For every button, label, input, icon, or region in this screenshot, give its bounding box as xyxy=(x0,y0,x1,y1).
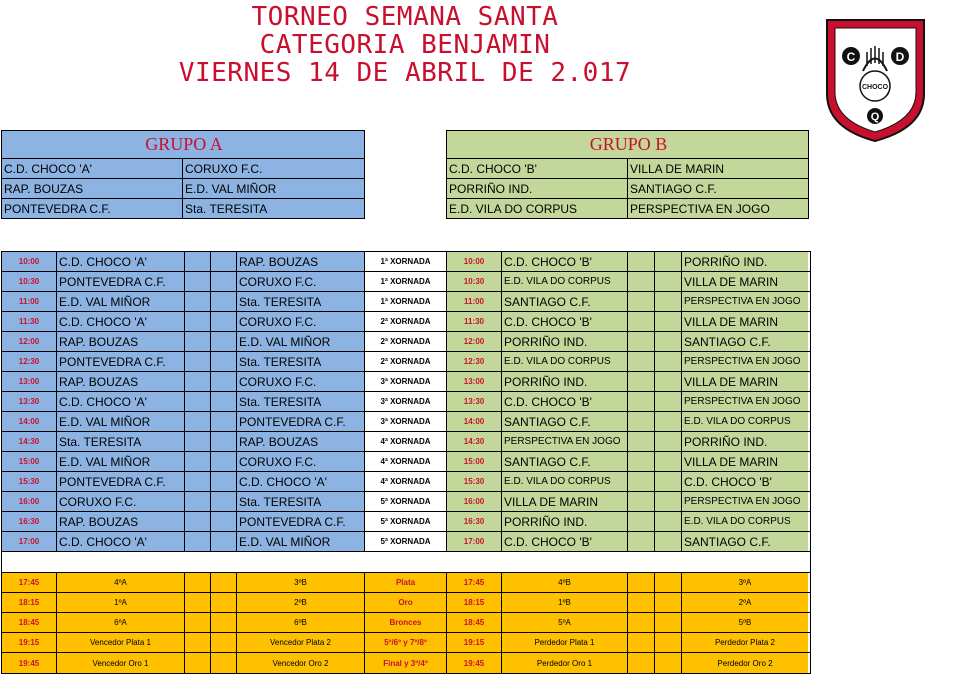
score-box xyxy=(185,512,211,531)
away-team-b: PERSPECTIVA EN JOGO xyxy=(682,492,808,511)
score-box xyxy=(211,532,237,551)
score-box xyxy=(211,252,237,271)
score-box xyxy=(211,613,237,632)
away-team-a: Sta. TERESITA xyxy=(237,292,365,311)
finals-row xyxy=(2,593,810,613)
match-row xyxy=(2,272,810,292)
round-label: Final y 3º/4º xyxy=(365,653,447,673)
score-box xyxy=(655,292,682,311)
match-time-b: 18:15 xyxy=(447,593,502,612)
score-box xyxy=(211,593,237,612)
home-team-b: 1ºB xyxy=(502,593,628,612)
group-a-team: E.D. VAL MIÑOR xyxy=(183,179,365,199)
group-b-table xyxy=(446,130,809,219)
round-label: 1ª XORNADA xyxy=(365,252,447,271)
match-time-a: 18:45 xyxy=(2,613,57,632)
match-time-a: 16:00 xyxy=(2,492,57,511)
away-team-a: Vencedor Oro 2 xyxy=(237,653,365,673)
score-box xyxy=(655,252,682,271)
away-team-a: 6ºB xyxy=(237,613,365,632)
separator-row xyxy=(2,552,810,573)
match-time-b: 17:45 xyxy=(447,573,502,592)
score-box xyxy=(655,472,682,491)
date-title: VIERNES 14 DE ABRIL DE 2.017 xyxy=(178,58,632,88)
home-team-a: C.D. CHOCO 'A' xyxy=(57,392,185,411)
score-box xyxy=(655,352,682,371)
score-box xyxy=(628,492,655,511)
score-box xyxy=(628,472,655,491)
away-team-b: VILLA DE MARIN xyxy=(682,372,808,391)
match-time-a: 16:30 xyxy=(2,512,57,531)
score-box xyxy=(628,372,655,391)
away-team-b: Perdedor Plata 2 xyxy=(682,633,808,652)
score-box xyxy=(185,352,211,371)
match-time-b: 15:30 xyxy=(447,472,502,491)
match-row xyxy=(2,372,810,392)
round-label: 5ª XORNADA xyxy=(365,532,447,551)
match-row xyxy=(2,472,810,492)
score-box xyxy=(211,653,237,673)
score-box xyxy=(655,512,682,531)
score-box xyxy=(185,252,211,271)
home-team-b: C.D. CHOCO 'B' xyxy=(502,252,628,271)
home-team-b: PERSPECTIVA EN JOGO xyxy=(502,432,628,451)
group-a-team: RAP. BOUZAS xyxy=(2,179,183,199)
home-team-b: VILLA DE MARIN xyxy=(502,492,628,511)
score-box xyxy=(628,352,655,371)
home-team-a: PONTEVEDRA C.F. xyxy=(57,472,185,491)
score-box xyxy=(211,392,237,411)
group-b-team: PERSPECTIVA EN JOGO xyxy=(628,199,809,219)
away-team-a: Vencedor Plata 2 xyxy=(237,633,365,652)
score-box xyxy=(185,593,211,612)
away-team-a: CORUXO F.C. xyxy=(237,372,365,391)
score-box xyxy=(211,573,237,592)
match-time-a: 15:00 xyxy=(2,452,57,471)
away-team-a: 2ºB xyxy=(237,593,365,612)
score-box xyxy=(655,492,682,511)
match-time-b: 14:00 xyxy=(447,412,502,431)
home-team-a: RAP. BOUZAS xyxy=(57,512,185,531)
home-team-b: PORRIÑO IND. xyxy=(502,372,628,391)
away-team-a: 3ºB xyxy=(237,573,365,592)
home-team-b: 5ºA xyxy=(502,613,628,632)
match-time-b: 12:30 xyxy=(447,352,502,371)
away-team-b: 3ºA xyxy=(682,573,808,592)
home-team-a: E.D. VAL MIÑOR xyxy=(57,412,185,431)
home-team-b: E.D. VILA DO CORPUS xyxy=(502,472,628,491)
match-time-a: 13:00 xyxy=(2,372,57,391)
score-box xyxy=(211,452,237,471)
score-box xyxy=(628,532,655,551)
home-team-a: C.D. CHOCO 'A' xyxy=(57,252,185,271)
away-team-b: C.D. CHOCO 'B' xyxy=(682,472,808,491)
group-b-team: VILLA DE MARIN xyxy=(628,159,809,179)
away-team-b: VILLA DE MARIN xyxy=(682,312,808,331)
logo-letter-d: D xyxy=(895,50,905,64)
finals-row xyxy=(2,653,810,673)
score-box xyxy=(185,272,211,291)
home-team-a: Sta. TERESITA xyxy=(57,432,185,451)
round-label: 5ª XORNADA xyxy=(365,492,447,511)
score-box xyxy=(185,573,211,592)
score-box xyxy=(628,573,655,592)
score-box xyxy=(655,312,682,331)
score-box xyxy=(185,392,211,411)
away-team-b: Perdedor Oro 2 xyxy=(682,653,808,673)
match-time-b: 14:30 xyxy=(447,432,502,451)
match-time-b: 10:00 xyxy=(447,252,502,271)
home-team-b: Perdedor Plata 1 xyxy=(502,633,628,652)
away-team-a: CORUXO F.C. xyxy=(237,312,365,331)
home-team-b: PORRIÑO IND. xyxy=(502,332,628,351)
match-time-b: 10:30 xyxy=(447,272,502,291)
match-time-a: 11:30 xyxy=(2,312,57,331)
score-box xyxy=(628,252,655,271)
finals-row xyxy=(2,633,810,653)
match-time-a: 17:45 xyxy=(2,573,57,592)
away-team-b: PERSPECTIVA EN JOGO xyxy=(682,392,808,411)
score-box xyxy=(185,412,211,431)
match-row xyxy=(2,252,810,272)
score-box xyxy=(185,492,211,511)
match-row xyxy=(2,352,810,372)
match-time-a: 14:30 xyxy=(2,432,57,451)
match-time-a: 14:00 xyxy=(2,412,57,431)
match-time-a: 10:00 xyxy=(2,252,57,271)
score-box xyxy=(211,332,237,351)
home-team-b: SANTIAGO C.F. xyxy=(502,452,628,471)
score-box xyxy=(655,432,682,451)
score-box xyxy=(655,633,682,652)
away-team-a: Sta. TERESITA xyxy=(237,352,365,371)
away-team-b: 5ºB xyxy=(682,613,808,632)
score-box xyxy=(628,633,655,652)
group-a-team: C.D. CHOCO 'A' xyxy=(2,159,183,179)
score-box xyxy=(211,272,237,291)
group-b-team: SANTIAGO C.F. xyxy=(628,179,809,199)
away-team-b: PORRIÑO IND. xyxy=(682,252,808,271)
score-box xyxy=(211,372,237,391)
away-team-b: VILLA DE MARIN xyxy=(682,272,808,291)
score-box xyxy=(211,292,237,311)
match-time-b: 16:30 xyxy=(447,512,502,531)
away-team-a: Sta. TERESITA xyxy=(237,392,365,411)
tournament-title: TORNEO SEMANA SANTA xyxy=(251,2,559,32)
group-a-table xyxy=(1,130,365,219)
match-row xyxy=(2,432,810,452)
match-time-a: 18:15 xyxy=(2,593,57,612)
score-box xyxy=(628,432,655,451)
score-box xyxy=(628,452,655,471)
group-b-title: GRUPO B xyxy=(447,131,809,159)
score-box xyxy=(185,432,211,451)
match-row xyxy=(2,412,810,432)
match-time-a: 15:30 xyxy=(2,472,57,491)
score-box xyxy=(211,432,237,451)
away-team-a: PONTEVEDRA C.F. xyxy=(237,412,365,431)
score-box xyxy=(211,312,237,331)
away-team-a: CORUXO F.C. xyxy=(237,452,365,471)
match-time-a: 19:45 xyxy=(2,653,57,673)
score-box xyxy=(628,272,655,291)
home-team-a: C.D. CHOCO 'A' xyxy=(57,312,185,331)
away-team-b: PERSPECTIVA EN JOGO xyxy=(682,352,808,371)
score-box xyxy=(628,392,655,411)
score-box xyxy=(628,332,655,351)
home-team-a: E.D. VAL MIÑOR xyxy=(57,452,185,471)
match-time-b: 13:30 xyxy=(447,392,502,411)
away-team-b: SANTIAGO C.F. xyxy=(682,532,808,551)
match-time-b: 11:30 xyxy=(447,312,502,331)
home-team-b: 4ºB xyxy=(502,573,628,592)
round-label: Oro xyxy=(365,593,447,612)
match-time-a: 19:15 xyxy=(2,633,57,652)
score-box xyxy=(628,312,655,331)
round-label: 4ª XORNADA xyxy=(365,472,447,491)
away-team-a: E.D. VAL MIÑOR xyxy=(237,532,365,551)
score-box xyxy=(211,412,237,431)
score-box xyxy=(628,292,655,311)
round-label: 4ª XORNADA xyxy=(365,452,447,471)
away-team-a: RAP. BOUZAS xyxy=(237,252,365,271)
score-box xyxy=(211,633,237,652)
match-time-b: 16:00 xyxy=(447,492,502,511)
round-label: 1ª XORNADA xyxy=(365,292,447,311)
away-team-b: PORRIÑO IND. xyxy=(682,432,808,451)
category-title: CATEGORIA BENJAMIN xyxy=(259,30,551,60)
round-label: Bronces xyxy=(365,613,447,632)
match-row xyxy=(2,532,810,552)
score-box xyxy=(655,573,682,592)
score-box xyxy=(211,492,237,511)
match-time-b: 11:00 xyxy=(447,292,502,311)
score-box xyxy=(655,392,682,411)
home-team-b: E.D. VILA DO CORPUS xyxy=(502,272,628,291)
match-time-a: 12:30 xyxy=(2,352,57,371)
away-team-a: E.D. VAL MIÑOR xyxy=(237,332,365,351)
home-team-a: C.D. CHOCO 'A' xyxy=(57,532,185,551)
away-team-a: CORUXO F.C. xyxy=(237,272,365,291)
match-row xyxy=(2,312,810,332)
away-team-b: E.D. VILA DO CORPUS xyxy=(682,412,808,431)
away-team-b: VILLA DE MARIN xyxy=(682,452,808,471)
score-box xyxy=(211,472,237,491)
score-box xyxy=(185,653,211,673)
away-team-b: 2ºA xyxy=(682,593,808,612)
club-crest-logo xyxy=(823,16,928,144)
match-time-b: 18:45 xyxy=(447,613,502,632)
round-label: 5ª XORNADA xyxy=(365,512,447,531)
home-team-a: 1ºA xyxy=(57,593,185,612)
logo-center-text: CHOCO xyxy=(861,84,889,91)
score-box xyxy=(628,412,655,431)
finals-row xyxy=(2,613,810,633)
score-box xyxy=(655,272,682,291)
score-box xyxy=(185,472,211,491)
logo-letter-q: Q xyxy=(870,111,880,123)
score-box xyxy=(628,593,655,612)
home-team-b: C.D. CHOCO 'B' xyxy=(502,532,628,551)
match-row xyxy=(2,512,810,532)
match-time-b: 19:45 xyxy=(447,653,502,673)
score-box xyxy=(655,332,682,351)
home-team-b: SANTIAGO C.F. xyxy=(502,412,628,431)
match-row xyxy=(2,332,810,352)
away-team-b: SANTIAGO C.F. xyxy=(682,332,808,351)
score-box xyxy=(655,593,682,612)
home-team-a: Vencedor Oro 1 xyxy=(57,653,185,673)
match-time-b: 13:00 xyxy=(447,372,502,391)
round-label: 2ª XORNADA xyxy=(365,312,447,331)
group-a-title: GRUPO A xyxy=(2,131,365,159)
match-row xyxy=(2,492,810,512)
score-box xyxy=(628,512,655,531)
home-team-b: C.D. CHOCO 'B' xyxy=(502,312,628,331)
home-team-a: E.D. VAL MIÑOR xyxy=(57,292,185,311)
home-team-a: 4ºA xyxy=(57,573,185,592)
group-b-team: E.D. VILA DO CORPUS xyxy=(447,199,628,219)
score-box xyxy=(185,633,211,652)
group-a-team: Sta. TERESITA xyxy=(183,199,365,219)
match-time-a: 12:00 xyxy=(2,332,57,351)
away-team-a: C.D. CHOCO 'A' xyxy=(237,472,365,491)
match-time-a: 17:00 xyxy=(2,532,57,551)
match-time-b: 12:00 xyxy=(447,332,502,351)
match-schedule xyxy=(1,251,811,674)
round-label: 3ª XORNADA xyxy=(365,392,447,411)
home-team-a: CORUXO F.C. xyxy=(57,492,185,511)
round-label: 4ª XORNADA xyxy=(365,432,447,451)
home-team-a: RAP. BOUZAS xyxy=(57,372,185,391)
score-box xyxy=(211,512,237,531)
home-team-a: RAP. BOUZAS xyxy=(57,332,185,351)
logo-letter-c: C xyxy=(846,50,856,64)
score-box xyxy=(185,312,211,331)
score-box xyxy=(185,372,211,391)
score-box xyxy=(655,452,682,471)
home-team-a: Vencedor Plata 1 xyxy=(57,633,185,652)
score-box xyxy=(655,372,682,391)
round-label: 3ª XORNADA xyxy=(365,372,447,391)
score-box xyxy=(211,352,237,371)
match-time-a: 13:30 xyxy=(2,392,57,411)
round-label: 3ª XORNADA xyxy=(365,412,447,431)
score-box xyxy=(185,532,211,551)
away-team-b: PERSPECTIVA EN JOGO xyxy=(682,292,808,311)
round-label: 5º/6º y 7º/8º xyxy=(365,633,447,652)
group-b-team: C.D. CHOCO 'B' xyxy=(447,159,628,179)
score-box xyxy=(628,653,655,673)
away-team-b: E.D. VILA DO CORPUS xyxy=(682,512,808,531)
score-box xyxy=(185,292,211,311)
score-box xyxy=(185,332,211,351)
group-a-team: CORUXO F.C. xyxy=(183,159,365,179)
score-box xyxy=(628,613,655,632)
match-time-a: 11:00 xyxy=(2,292,57,311)
round-label: 1ª XORNADA xyxy=(365,272,447,291)
home-team-a: PONTEVEDRA C.F. xyxy=(57,352,185,371)
home-team-a: PONTEVEDRA C.F. xyxy=(57,272,185,291)
score-box xyxy=(655,613,682,632)
match-row xyxy=(2,452,810,472)
round-label: 2ª XORNADA xyxy=(365,352,447,371)
home-team-b: C.D. CHOCO 'B' xyxy=(502,392,628,411)
away-team-a: RAP. BOUZAS xyxy=(237,432,365,451)
match-time-b: 15:00 xyxy=(447,452,502,471)
home-team-b: PORRIÑO IND. xyxy=(502,512,628,531)
match-time-b: 17:00 xyxy=(447,532,502,551)
match-time-a: 10:30 xyxy=(2,272,57,291)
score-box xyxy=(185,613,211,632)
score-box xyxy=(655,532,682,551)
match-row xyxy=(2,392,810,412)
home-team-b: SANTIAGO C.F. xyxy=(502,292,628,311)
score-box xyxy=(185,452,211,471)
round-label: Plata xyxy=(365,573,447,592)
group-b-team: PORRIÑO IND. xyxy=(447,179,628,199)
home-team-b: E.D. VILA DO CORPUS xyxy=(502,352,628,371)
match-time-b: 19:15 xyxy=(447,633,502,652)
score-box xyxy=(655,653,682,673)
home-team-a: 6ºA xyxy=(57,613,185,632)
home-team-b: Perdedor Oro 1 xyxy=(502,653,628,673)
round-label: 2ª XORNADA xyxy=(365,332,447,351)
finals-row xyxy=(2,573,810,593)
away-team-a: PONTEVEDRA C.F. xyxy=(237,512,365,531)
match-row xyxy=(2,292,810,312)
score-box xyxy=(655,412,682,431)
away-team-a: Sta. TERESITA xyxy=(237,492,365,511)
group-a-team: PONTEVEDRA C.F. xyxy=(2,199,183,219)
